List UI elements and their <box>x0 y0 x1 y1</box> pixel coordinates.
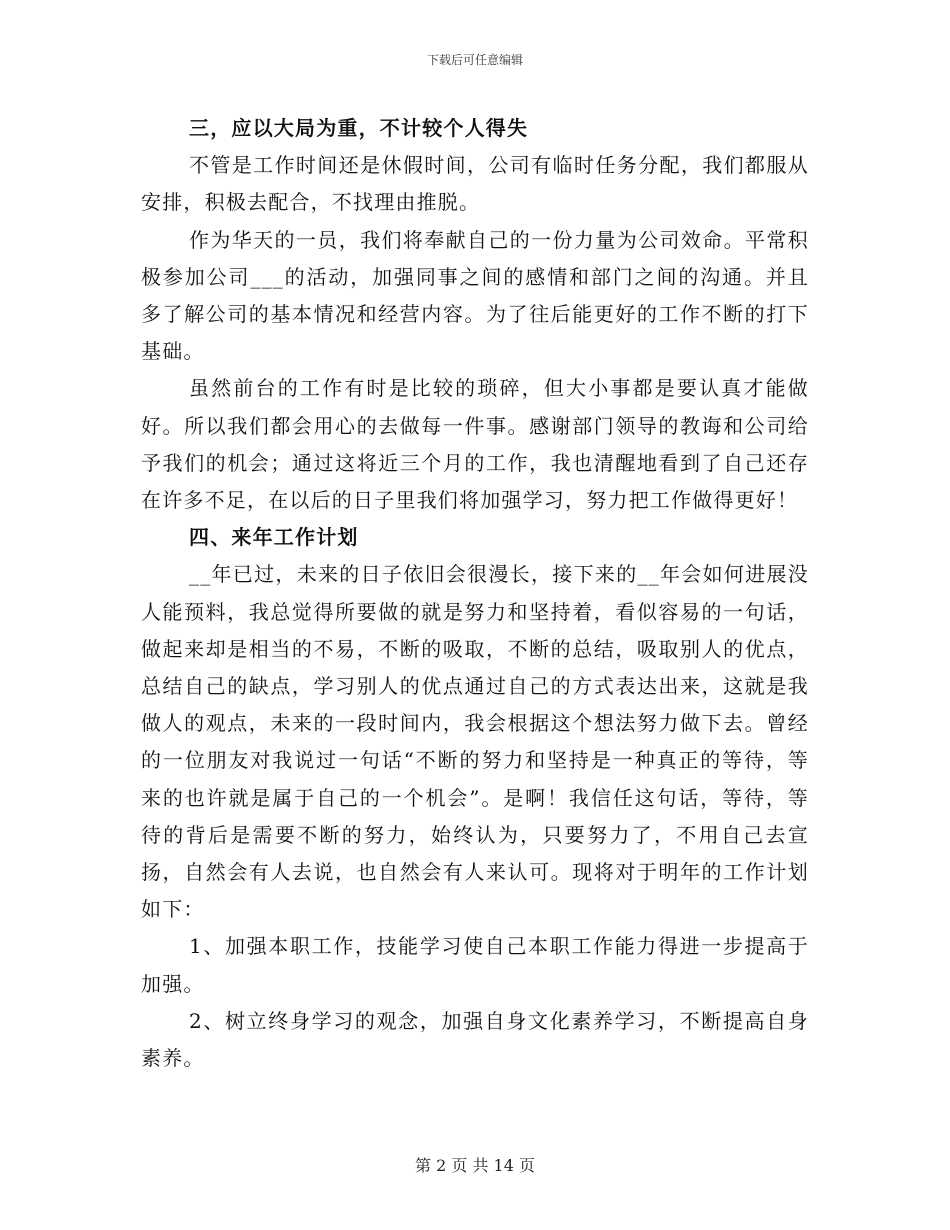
page-number: 第 2 页 共 14 页 <box>415 1156 535 1175</box>
section-4-item-2: 2、树立终身学习的观念，加强自身文化素养学习，不断提高自身素养。 <box>141 1008 809 1071</box>
section-4-item-1: 1、加强本职工作，技能学习使自己本职工作能力得进一步提高于加强。 <box>141 934 809 996</box>
section-4-heading: 四、来年工作计划 <box>189 525 359 550</box>
section-4-paragraph-1: __年已过，未来的日子依旧会很漫长，接下来的__年会如何进展没人能预料，我总觉得所要做的就是努力和坚持着，看似容易的一句话，做起来却是相当的不易，不断的吸取，不断的总结，吸取别人的优点，总结自己的缺点，学习别人的优点通过自己的方式表达出来，这就是我做人的观点，未来的一段时间内，我会根据这个想法努力做下去。曾经的一位朋友对我说过一句话“不断的努力和坚持是一种真正的等待，等来的也许就是属于自己的一个机会”。是啊！我信任这句话，等待，等待的背后是需要不断的努力，始终认为，只要努力了，不用自己去宣扬，自然会有人去说，也自然会有人来认可。现将对于明年的工作计划如下： <box>141 562 809 922</box>
section-3-paragraph-1: 不管是工作时间还是休假时间，公司有临时任务分配，我们都服从安排，积极去配合，不找理由推脱。 <box>141 153 809 215</box>
section-3-heading: 三，应以大局为重，不计较个人得失 <box>189 116 529 140</box>
page-header-note: 下载后可任意编辑 <box>426 53 523 67</box>
section-3-paragraph-2: 作为华天的一员，我们将奉献自己的一份力量为公司效命。平常积极参加公司___的活动，加强同事之间的感情和部门之间的沟通。并且多了解公司的基本情况和经营内容。为了往后能更好的工作不断的打下基础。 <box>141 227 809 364</box>
section-3-paragraph-3: 虽然前台的工作有时是比较的琐碎，但大小事都是要认真才能做好。所以我们都会用心的去做每一件事。感谢部门领导的教诲和公司给予我们的机会；通过这将近三个月的工作，我也清醒地看到了自己还存在许多不足，在以后的日子里我们将加强学习，努力把工作做得更好！ <box>141 376 809 513</box>
document-body <box>141 110 809 1077</box>
